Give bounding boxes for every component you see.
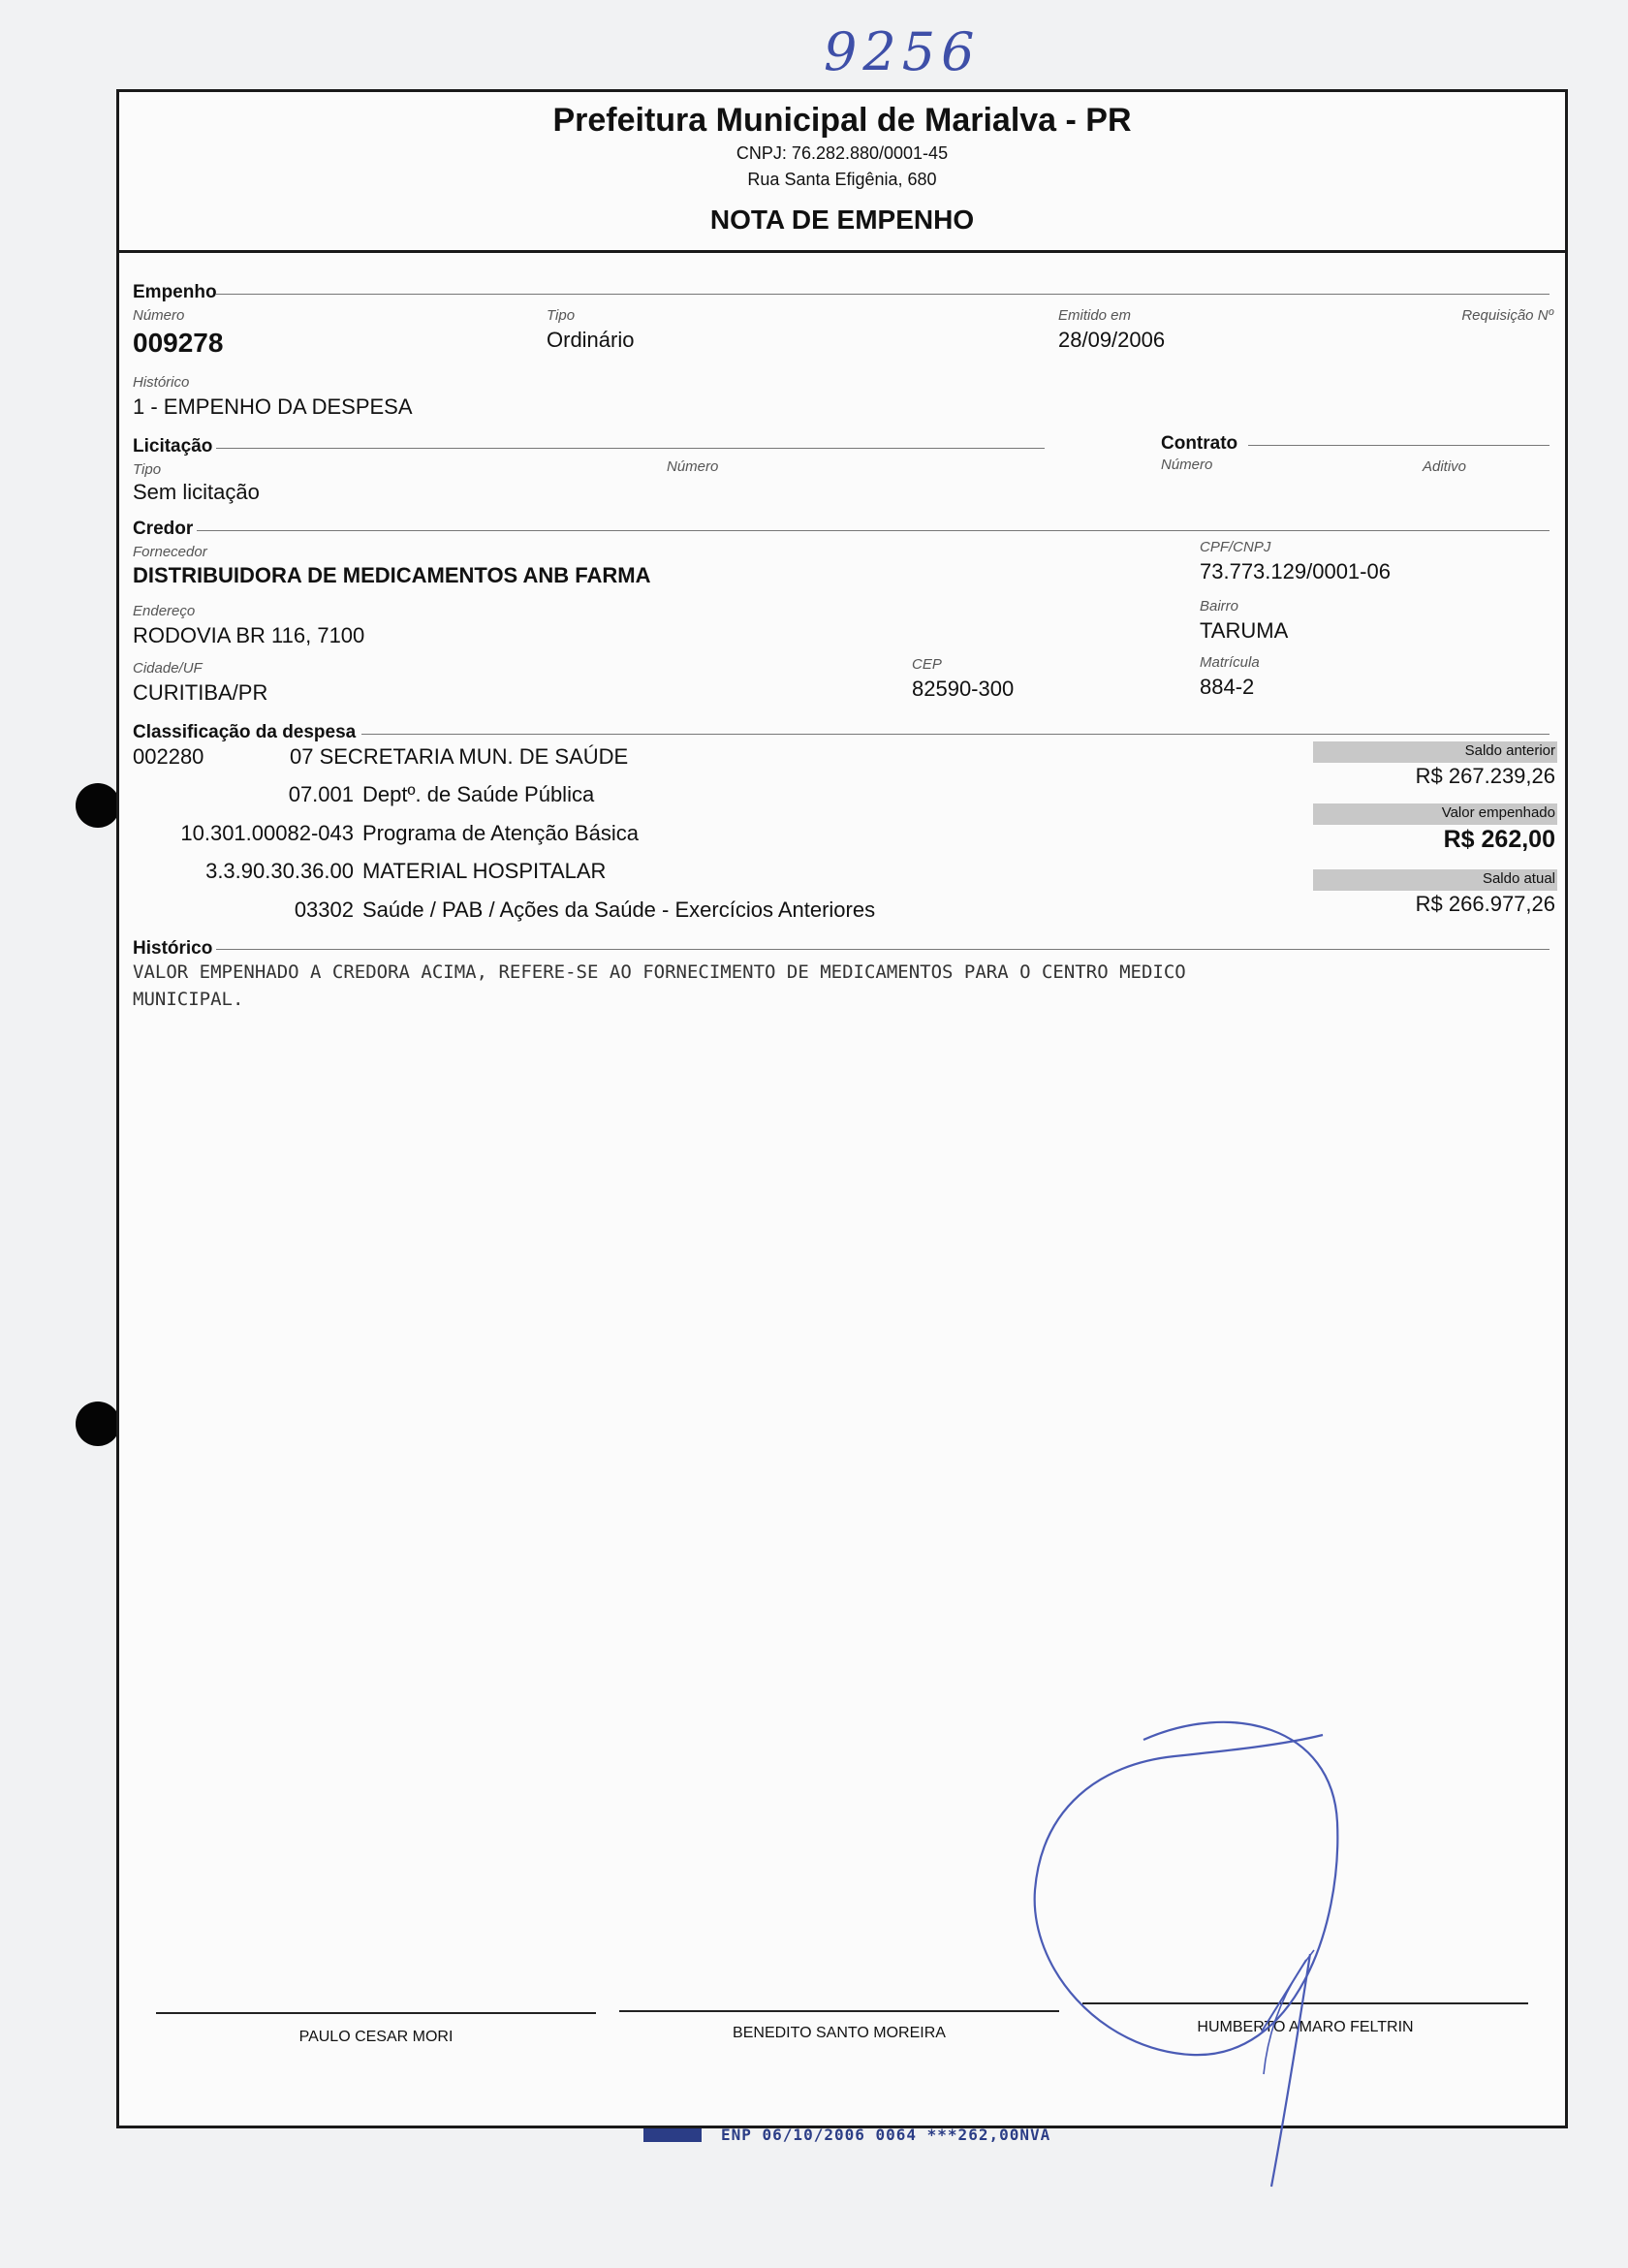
signature-line-3: [1082, 2002, 1528, 2004]
contrato-aditivo-label: Aditivo: [1423, 458, 1467, 475]
authentication-stamp: ENP 06/10/2006 0064 ***262,00NVA: [721, 2126, 1051, 2144]
classificacao-desc: Saúde / PAB / Ações da Saúde - Exercícios Anteriores: [362, 898, 876, 922]
licitacao-numero-label: Número: [667, 458, 719, 475]
licitacao-tipo: Sem licitação: [133, 480, 260, 504]
matricula: 884-2: [1200, 675, 1255, 699]
section-licitacao: Licitação: [133, 436, 213, 457]
section-historico: Histórico: [133, 938, 213, 959]
municipality-title: Prefeitura Municipal de Marialva - PR: [552, 102, 1132, 139]
fornecedor-name: DISTRIBUIDORA DE MEDICAMENTOS ANB FARMA: [133, 563, 651, 587]
fornecedor-label: Fornecedor: [133, 544, 207, 560]
requisicao-label: Requisição Nº: [1461, 307, 1553, 324]
section-contrato: Contrato: [1161, 433, 1238, 454]
saldo-atual-label: Saldo atual: [1482, 870, 1555, 887]
classificacao-code: 07.001: [288, 782, 354, 806]
signatory-name-2: BENEDITO SANTO MOREIRA: [733, 2025, 946, 2041]
classificacao-desc: Deptº. de Saúde Pública: [362, 782, 595, 806]
licitacao-tipo-label: Tipo: [133, 461, 162, 478]
classificacao-code: 3.3.90.30.36.00: [205, 859, 354, 883]
empenho-tipo-label: Tipo: [547, 307, 576, 324]
signatory-name-3: HUMBERTO AMARO FELTRIN: [1197, 2019, 1414, 2035]
section-rule: [197, 530, 1550, 531]
cidade: CURITIBA/PR: [133, 680, 268, 705]
header-divider: [119, 250, 1565, 253]
empenho-historico: 1 - EMPENHO DA DESPESA: [133, 394, 413, 419]
saldo-anterior-value: R$ 267.239,26: [1415, 764, 1555, 788]
bairro: TARUMA: [1200, 618, 1289, 643]
empenho-numero-label: Número: [133, 307, 185, 324]
section-rule: [361, 734, 1550, 735]
historico-line-1: VALOR EMPENHADO A CREDORA ACIMA, REFERE-SE AO FORNECIMENTO DE MEDICAMENTOS PARA O CENTRO MEDICO: [133, 961, 1186, 983]
punch-hole-top: [76, 783, 120, 828]
empenho-historico-label: Histórico: [133, 374, 190, 391]
matricula-label: Matrícula: [1200, 654, 1260, 671]
cpf-cnpj: 73.773.129/0001-06: [1200, 559, 1391, 583]
section-rule: [1248, 445, 1550, 446]
valor-empenhado-label: Valor empenhado: [1441, 804, 1555, 821]
classificacao-desc: MATERIAL HOSPITALAR: [362, 859, 607, 883]
valor-empenhado-value: R$ 262,00: [1443, 826, 1555, 853]
cep: 82590-300: [912, 677, 1015, 701]
document-title: NOTA DE EMPENHO: [709, 205, 975, 235]
signatory-name-1: PAULO CESAR MORI: [298, 2029, 454, 2045]
bairro-label: Bairro: [1200, 598, 1239, 614]
emitido-date: 28/09/2006: [1058, 328, 1166, 352]
endereco: RODOVIA BR 116, 7100: [133, 623, 365, 647]
empenho-numero: 009278: [133, 328, 224, 358]
cnpj-line: CNPJ: 76.282.880/0001-45: [736, 143, 949, 163]
document-frame: [116, 89, 1568, 2128]
classificacao-code: 10.301.00082-043: [180, 821, 354, 845]
section-classificacao: Classificação da despesa: [133, 722, 357, 742]
section-rule: [216, 448, 1045, 449]
classificacao-code: 03302: [294, 898, 354, 922]
signature-line-1: [156, 2012, 596, 2014]
classificacao-desc: Programa de Atenção Básica: [362, 821, 639, 845]
stamp-logo: [643, 2128, 702, 2142]
emitido-label: Emitido em: [1058, 307, 1132, 324]
empenho-tipo: Ordinário: [547, 328, 635, 352]
saldo-atual-value: R$ 266.977,26: [1415, 892, 1555, 916]
section-empenho: Empenho: [133, 282, 217, 302]
contrato-numero-label: Número: [1161, 457, 1213, 473]
address-line: Rua Santa Efigênia, 680: [747, 170, 937, 189]
punch-hole-bottom: [76, 1402, 120, 1446]
section-rule: [216, 949, 1550, 950]
saldo-anterior-label: Saldo anterior: [1464, 742, 1555, 759]
cpf-cnpj-label: CPF/CNPJ: [1200, 539, 1271, 555]
handwritten-page-number: 9256: [824, 21, 981, 82]
section-rule: [216, 294, 1550, 295]
signature-line-2: [619, 2010, 1059, 2012]
classificacao-code: 002280: [133, 744, 204, 769]
cep-label: CEP: [912, 656, 942, 673]
classificacao-desc: 07 SECRETARIA MUN. DE SAÚDE: [290, 744, 629, 769]
endereco-label: Endereço: [133, 603, 196, 619]
cidade-label: Cidade/UF: [133, 660, 203, 677]
section-credor: Credor: [133, 519, 194, 539]
historico-line-2: MUNICIPAL.: [133, 989, 244, 1010]
